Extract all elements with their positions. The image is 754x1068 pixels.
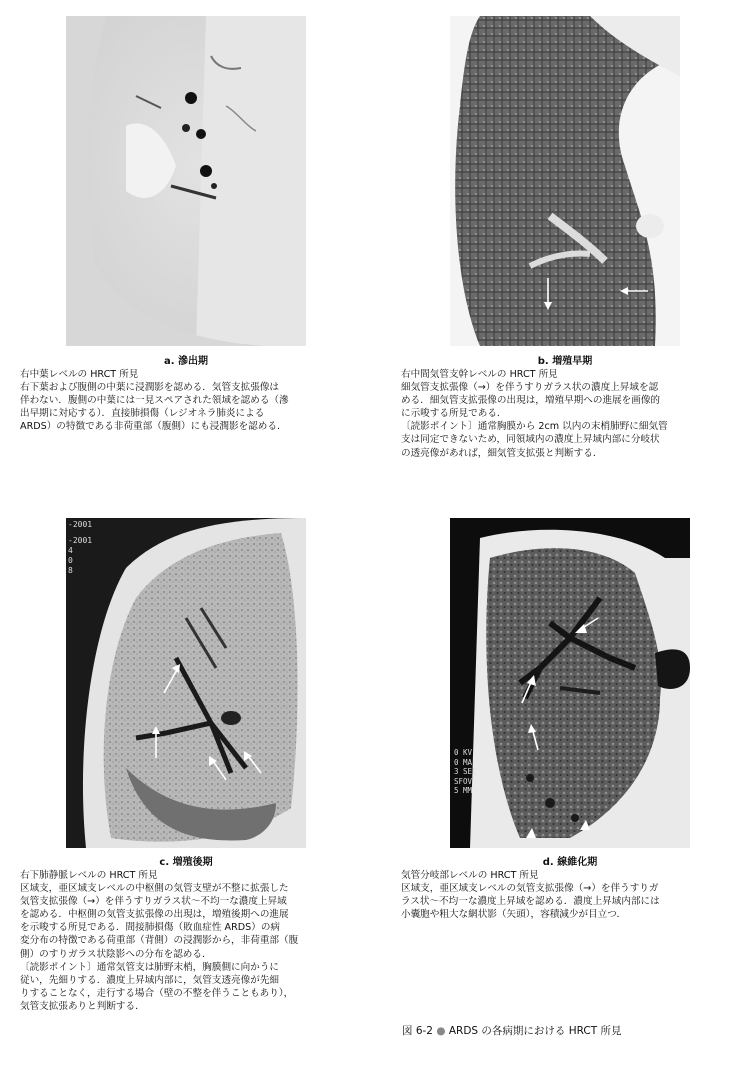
overlay-text: -2001	[68, 536, 93, 545]
overlay-text: SFOV	[454, 776, 473, 786]
caption-line: 出早期に対応する）．直接肺損傷（レジオネラ肺炎による	[20, 408, 265, 420]
panel-c-title: c. 増殖後期	[159, 857, 213, 868]
caption-line: 従い，先細りする．濃度上昇域内部に，気管支透亮像が先細	[20, 974, 280, 986]
image-c-overlay	[68, 520, 92, 576]
caption-line: 気管支拡張ありと判断する．	[20, 1000, 145, 1012]
ct-image-d	[450, 518, 690, 848]
caption-line: 支は同定できないため，同領域内の濃度上昇域内部に分岐状	[401, 434, 660, 446]
overlay-text: 8	[68, 566, 73, 575]
caption-line: 小囊胞や粗大な網状影（矢頭），容積減少が目立つ．	[401, 909, 627, 921]
caption-line: 〔読影ポイント〕通常気管支は肺野末梢，胸膜側に向かうに	[20, 961, 280, 973]
panel-a-caption	[20, 368, 289, 433]
caption-line: 右中間気管支幹レベルの HRCT 所見	[401, 369, 558, 380]
caption-line: 側）のすりガラス状陰影への分布を認める．	[20, 948, 212, 960]
panel-c-caption	[20, 869, 298, 1013]
panel-b-title: b. 増殖早期	[537, 356, 593, 367]
panel-a-title: a. 滲出期	[163, 356, 209, 367]
figure-caption	[402, 1023, 622, 1038]
caption-line: 区域支，亜区域支レベルの中枢側の気管支壁が不整に拡張した	[20, 883, 289, 895]
caption-line: ラス状～不均一な濃度上昇域を認める．濃度上昇域内部には	[401, 896, 660, 908]
image-d-overlay	[454, 748, 477, 796]
overlay-text: -2001	[68, 520, 93, 529]
caption-line: 変分布の特徴である荷重部（背側）の浸潤影から，非荷重部（腹	[20, 935, 299, 947]
overlay-text: 0 MA	[454, 757, 473, 767]
bullet-icon: ●	[436, 1025, 446, 1037]
figure-label: 図 6-2	[402, 1025, 433, 1037]
caption-line: に示唆する所見である．	[401, 408, 507, 420]
overlay-text: 5 MM	[454, 786, 473, 795]
panel-d-caption	[401, 869, 660, 921]
caption-line: 〔読影ポイント〕通常胸膜から 2cm 以内の末梢肺野に細気管	[401, 421, 668, 433]
ct-image-a	[66, 16, 306, 346]
overlay-text: 0 KV	[454, 748, 473, 757]
caption-line: ARDS）の特徴である非荷重部（腹側）にも浸潤影を認める．	[20, 421, 287, 433]
overlay-text: 4	[68, 546, 73, 555]
caption-line: 区域支，亜区域支レベルの気管支拡張像（→）を伴うすりガ	[401, 883, 659, 895]
panel-b-caption	[401, 368, 668, 460]
panel-d-title: d. 線維化期	[542, 857, 598, 868]
overlay-text: 0	[68, 556, 73, 565]
caption-line: める．細気管支拡張像の出現は，増殖早期への進展を画像的	[401, 395, 661, 407]
caption-line: を認める．中枢側の気管支拡張像の出現は，増殖後期への進展	[20, 909, 289, 921]
caption-line: 右下葉および腹側の中葉に浸潤影を認める．気管支拡張像は	[20, 382, 280, 394]
ct-image-c	[66, 518, 306, 848]
caption-line: を示唆する所見である．間接肺損傷（敗血症性 ARDS）の病	[20, 922, 281, 934]
caption-line: 細気管支拡張像（→）を伴うすりガラス状の濃度上昇域を認	[401, 382, 659, 394]
caption-line: の透亮像があれば，細気管支拡張と判断する．	[401, 447, 603, 459]
overlay-text: 3 SEC	[454, 767, 477, 776]
ct-image-b	[450, 16, 680, 346]
caption-line: 伴わない．腹側の中葉には一見スペアされた領域を認める（滲	[20, 395, 289, 407]
caption-line: 右下肺静脈レベルの HRCT 所見	[20, 870, 158, 881]
figure-caption-text: ARDS の各病期における HRCT 所見	[448, 1025, 622, 1037]
caption-line: りすることなく，走行する場合（壁の不整を伴うこともあり），	[20, 987, 294, 999]
caption-line: 気管分岐部レベルの HRCT 所見	[401, 870, 539, 881]
caption-line: 気管支拡張像（→）を伴うすりガラス状～不均一な濃度上昇域	[20, 896, 287, 908]
caption-line: 右中葉レベルの HRCT 所見	[20, 369, 139, 380]
